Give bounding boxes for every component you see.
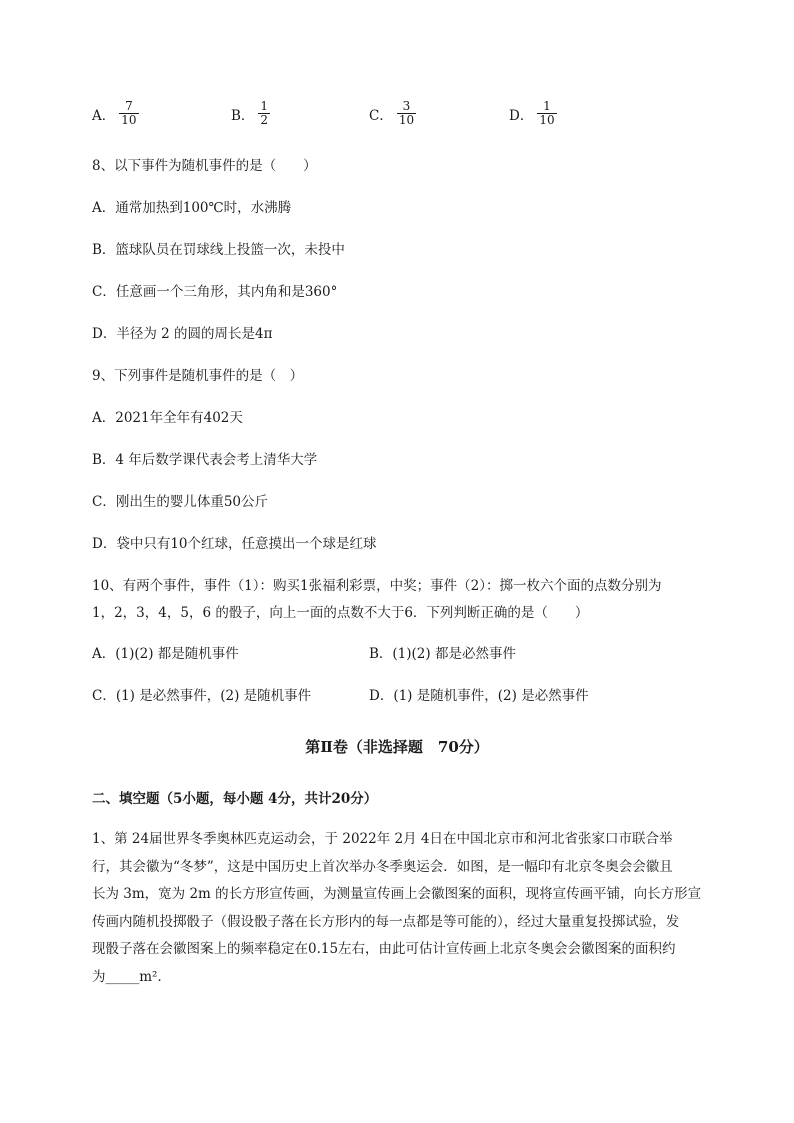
fraction-denominator: 2 [260, 113, 269, 127]
q10-option-d: D．(1) 是随机事件，(2) 是必然事件 [369, 688, 589, 704]
fill-question-1-line: 1、第 24届世界冬季奥林匹克运动会，于 2022年 2月 4日在中国北京市和河北省张家口市联合举 [92, 831, 673, 847]
q8-stem: 8、以下事件为随机事件的是（ ） [92, 158, 317, 174]
q7-option-c-fraction [397, 100, 416, 127]
q7-option-d-fraction [537, 100, 556, 127]
q10-stem-line1: 10、有两个事件，事件（1）：购买1张福利彩票，中奖；事件（2）：掷一枚六个面的点数分别为 [92, 578, 662, 594]
q8-option-d: D．半径为 2 的圆的周长是4π [92, 326, 273, 342]
q7-option-a-label: A． [92, 107, 116, 124]
fill-in-section-heading: 二、填空题（5小题，每小题 4分，共计20分） [92, 791, 378, 807]
q7-option-c [369, 100, 416, 127]
q10-option-a: A．(1)(2) 都是随机事件 [92, 646, 239, 662]
q8-option-c: C．任意画一个三角形，其内角和是360° [92, 284, 338, 300]
fill-question-1-line: 现骰子落在会徽图案上的频率稳定在0.15左右，由此可估计宣传画上北京冬奥会会徽图案的面积约 [92, 941, 676, 958]
q7-option-c-label: C． [369, 107, 393, 124]
section-2-title: 第Ⅱ卷（非选择题 70分） [305, 738, 489, 756]
fraction-denominator: 10 [121, 113, 137, 127]
q9-option-c: C．刚出生的婴儿体重50公斤 [92, 494, 269, 510]
fill-question-1-line: 行，其会徽为“冬梦”，这是中国历史上首次举办冬季奥运会．如图，是一幅印有北京冬奥会会徽且 [92, 858, 673, 875]
fraction-denominator: 10 [539, 113, 555, 127]
fraction-numerator: 1 [260, 99, 269, 113]
fill-question-1-line: 传画内随机投掷骰子（假设骰子落在长方形内的每一点都是等可能的），经过大量重复投掷试验，发 [92, 913, 680, 930]
fraction-denominator: 10 [398, 113, 415, 127]
q7-option-b-fraction [258, 100, 270, 127]
q10-stem-line2: 1，2，3，4，5，6 的骰子，向上一面的点数不大于6．下列判断正确的是（ ） [92, 605, 589, 621]
q7-option-d [509, 100, 557, 127]
q7-option-b [231, 100, 270, 127]
q8-option-a: A．通常加热到100℃时，水沸腾 [92, 200, 292, 216]
q8-option-b: B．篮球队员在罚球线上投篮一次，未投中 [92, 242, 345, 258]
q9-option-b: B．4 年后数学课代表会考上清华大学 [92, 452, 318, 468]
q7-option-a-fraction [119, 100, 138, 127]
fraction-numerator: 3 [402, 99, 411, 113]
q9-option-d: D．袋中只有10个红球，任意摸出一个球是红球 [92, 536, 377, 552]
fill-question-1-line: 为_____m²． [92, 968, 171, 985]
fraction-numerator: 1 [543, 99, 551, 113]
fill-question-1-line: 长为 3m，宽为 2m 的长方形宣传画，为测量宣传画上会徽图案的面积，现将宣传画平铺，向长方形宣 [92, 886, 702, 903]
fill-question-1 [92, 826, 722, 992]
q7-option-d-label: D． [509, 107, 534, 124]
q10-option-c: C．(1) 是必然事件，(2) 是随机事件 [92, 688, 312, 704]
q7-option-b-label: B． [231, 107, 255, 124]
q10-option-b: B．(1)(2) 都是必然事件 [369, 646, 516, 662]
fraction-numerator: 7 [125, 99, 133, 113]
q7-option-a [92, 100, 139, 127]
q9-option-a: A．2021年全年有402天 [92, 410, 243, 426]
q9-stem: 9、下列事件是随机事件的是（ ） [92, 368, 304, 384]
